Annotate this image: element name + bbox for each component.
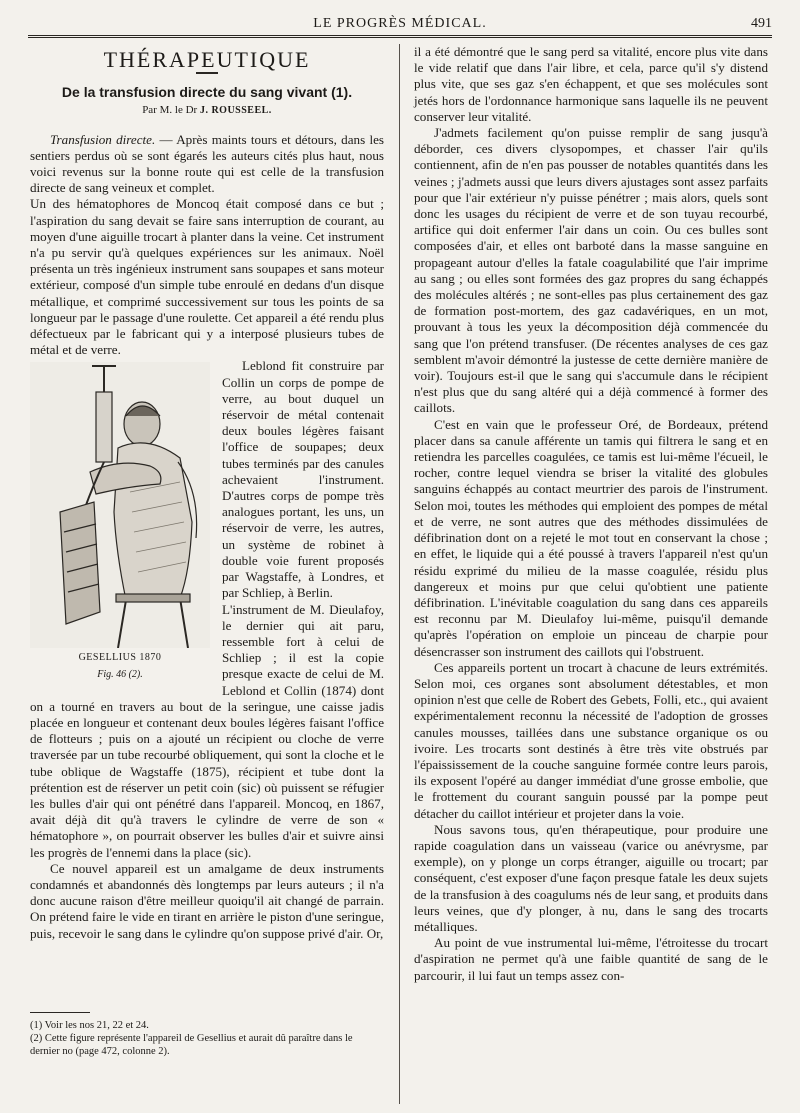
paragraph: Au point de vue instrumental lui-même, l'étroitesse du trocart d'aspiration ne permet qu'à une faible quantité de sang de le parcourir, il lui faut un temps assez con- — [414, 935, 768, 983]
paragraph: Ces appareils portent un trocart à chacune de leurs extrémités. Selon moi, ces organes sont absolument détestables, et mon opinion n'est que celle de Robert des Gebets, Folli, etc., qui avaient expérimentalement reconnu la nécessité de l'adoption de grosses canules mousses, taillées dans une substance organique os ou ivoire. Les trocarts sont destinés à être très vite obstrués par l'épaississement de la couche sanguine formée contre leurs parois, ils exposent l'opéré au danger immédiat d'une grosse embolie, que le frottement du courant sanguin poussé par la pompe peut détacher du caillot intérieur et projeter dans la voie. — [414, 659, 768, 821]
paragraph: L'instrument de M. Dieulafoy, le dernier qui ait paru, ressemble fort à celui de Schliep ; il est la copie presque exacte de celui de M. Leblond et Collin (1874) dont on a tourné en travers au bout de la seringue, une caisse jadis placée en longueur et contenant deux boules légères faisant l'office de flotteurs ; puis on a ajouté un récipient ou cloche de verre traversée par un tube recourbé obliquement, qui sont la cloche et le tube oblique de Wagstaffe (1875), récipient et tube dont la prétention est de réserver un petit coin (sic) où puissent se réfugier les bulles d'air qui ont pénétré dans l'appareil. Moncoq, en 1867, avait déjà dit qu'à travers le cylindre de verre de son « hématophore », on pourrait observer les bulles d'air et suivre ainsi les progrès de l'ennemi dans la place (sic). — [30, 601, 384, 860]
paragraph: C'est en vain que le professeur Oré, de Bordeaux, prétend placer dans sa canule afférente un tamis qui filtrera le sang et en retiendra les parcelles coagulées, ce tamis est lui-même l'écueil, le rocher, contre lequel viendra se briser la vitalité des globules sanguins échappés au contact meurtrier des parois de l'instrument. Selon moi, toutes les méthodes qui emploient des pompes de métal et de verre, ne sont autres que des méthodes dissimulées de défibrination dont on a rejeté le mot tout en conservant la chose ; en effet, le liquide qui a été poussé à travers l'appareil n'est qu'un résidu exprimé du milieu de la masse coagulée, résidu plus dangereux et moins pur que celui qu'obtient une patiente défibrination. L'inévitable coagulation du sang dans ces appareils est reconnu par M. Dieulafoy lui-même, puisqu'il demande qu'après l'opération on emploie un pinceau de charpie pour désencrasser son instrument des caillots qui l'obstruent. — [414, 416, 768, 659]
byline — [30, 102, 384, 119]
article-title: De la transfusion directe du sang vivant (1). — [61, 84, 353, 101]
paragraph: Transfusion directe. — Après maints tours et détours, dans les sentiers perdus où se sont égarés les auteurs cités plus haut, nous voici revenus sur la bonne route qui est celle de la transfusion directe de sang veineux et complet. — [30, 131, 384, 196]
figure-caption-name: GESELLIUS 1870 — [78, 652, 162, 664]
paragraph: Ce nouvel appareil est un amalgame de deux instruments condamnés et abandonnés dès longtemps par leurs auteurs ; il n'a donc aucune raison d'être meilleur quoiqu'il ait changé de parrain. On prétend faire le vide en tirant en arrière le piston d'une seringue, puis, recevoir le sang dans le cylindre qu'on suppose privé d'air. Or, — [30, 860, 384, 941]
figure-transfusion-apparatus — [30, 362, 210, 680]
paragraph: Un des hématophores de Moncoq était composé dans ce but ; l'aspiration du sang devait se faire sans interruption de courant, au moyen d'une aiguille trocart à planter dans la veine. Cet instrument n'a pu servir qu'à quelques expériences sur les animaux. Noël présenta un très ingénieux instrument sans soupapes et sans moteur extérieur, composé d'un simple tube enroulé en dedans d'un disque métallique, et comprimé successivement sur tous les points de sa longueur par le passage d'une roulette. Cet appareil a été rendu plus défectueux par le fabricant qui y a interposé plusieurs tubes de métal et de verre. — [30, 196, 384, 358]
figure-caption-number: Fig. 46 (2). — [97, 668, 143, 680]
footnote-1: (1) Voir les nos 21, 22 et 24. — [30, 1020, 149, 1031]
column-divider — [399, 44, 400, 1104]
section-title: THÉRAPEUTIQUE — [103, 47, 311, 72]
running-head — [28, 12, 772, 36]
footnote-2: (2) Cette figure représente l'appareil de Gesellius et aurait dû paraître dans le dernier no (page 472, colonne 2). — [30, 1033, 353, 1057]
paragraph: Leblond fit construire par Collin un corps de pompe de verre, au bout duquel un réservoir de métal contenait deux boules légères faisant l'office de soupapes; deux tubes terminés par des canules achevaient l'instrument. D'autres corps de pompe très analogues portant, les uns, un réservoir de verre, les autres, un système de robinet à double voie furent proposés par Wagstaffe, à Londres, et par Schliep, à Berlin. — [222, 358, 384, 601]
header-rule — [28, 35, 772, 38]
paragraph: J'admets facilement qu'on puisse remplir de sang jusqu'à déborder, ces divers clysopompes, et chasser l'air qu'ils contiennent, afin de n'en pas pousser de notables quantités dans les veines ; j'admets aussi que leurs divers ajustages sont assez parfaits pour que l'air extérieur n'y puisse pénétrer ; mais alors, quels sont donc les usages du récipient de verre et de son tuyau recourbé, artifice qui doit enfermer l'air dans un coin. Ou ces bulles sont composées d'air, et elles ont barboté dans la masse sanguine en propageant autour d'elles la fatale coagulabilité que l'air imprime au sang ; ou elles sont formées des gaz propres du sang échappés des molécules altérés ; ne sont-elles pas plus certainement des gaz de formation post-mortem, des gaz cadavériques, en un mot, prouvant à tous les yeux la décomposition déjà commencée du sang que l'on prétend transfuser. (De récentes analyses de ces gaz semblent m'avoir démontré la justesse de cette dernière manière de voir). Toujours est-il que le sang qui s'accumule dans le récipient n'est plus que du sang altéré qui a déjà commencé à former des caillots. — [414, 125, 768, 416]
section-rule — [196, 72, 218, 74]
footnote-rule — [30, 1012, 90, 1013]
lead-in: Transfusion directe. — [50, 131, 156, 147]
transfusion-apparatus-illustration — [30, 362, 210, 648]
running-title: LE PROGRÈS MÉDICAL. — [313, 16, 487, 31]
left-column — [30, 46, 384, 942]
right-column — [414, 44, 768, 984]
byline-prefix: Par M. le Dr — [142, 104, 198, 117]
paragraph: Nous savons tous, qu'en thérapeutique, pour produire une rapide coagulation dans un vaisseau (varice ou anévrysme, par exemple), on y plonge un corps étranger, aiguille ou trocart; par conséquent, c'est exposer d'une façon presque fatale les deux sujets de la transfusion à des coagulums nés de leur sang, et produits dans leurs veines, que d'y plonger, à nu, dans le sang des trocarts métalliques. — [414, 821, 768, 934]
footnotes — [30, 1012, 384, 1058]
byline-author: J. ROUSSEEL. — [199, 105, 272, 117]
page-number: 491 — [751, 16, 772, 31]
paragraph: il a été démontré que le sang perd sa vitalité, encore plus vite dans le vide relatif que dans l'air libre, et cela, parce qu'il s'y distend plus vite, que ses gaz s'en échappent, et que ses molécules sont jetés hors de l'ordonnance harmonique sans laquelle ils ne peuvent conserver leur vitalité. — [414, 44, 768, 124]
